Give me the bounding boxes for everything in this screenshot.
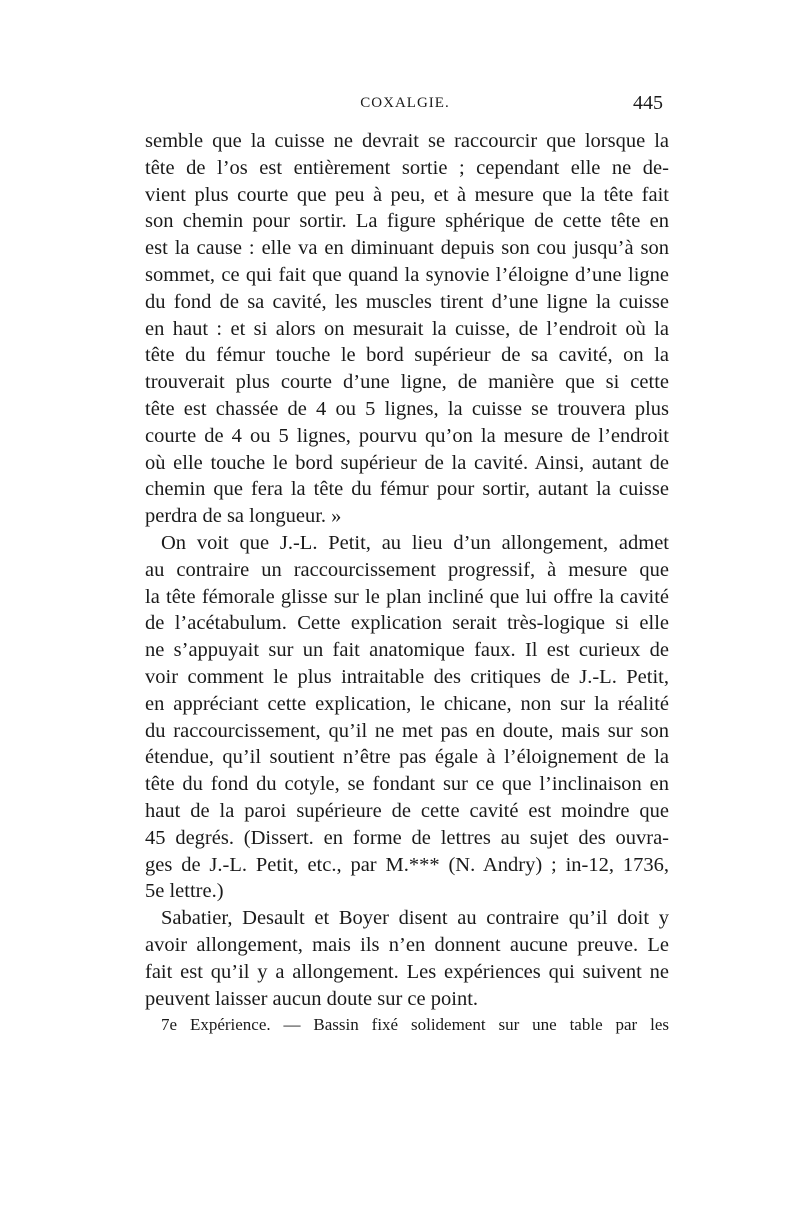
text-line: tête est chassée de 4 ou 5 lignes, la cuisse se trouvera plus [145, 397, 669, 420]
text-line: haut de la paroi supérieure de cette cavité est moindre que [145, 799, 669, 822]
text-line: du fond de sa cavité, les muscles tirent d’une ligne la cuisse [145, 290, 669, 313]
text-line: 5e lettre.) [145, 880, 224, 903]
text-line: ne s’appuyait sur un fait anatomique faux. Il est curieux de [145, 639, 669, 662]
text-line: semble que la cuisse ne devrait se raccourcir que lorsque la [145, 130, 669, 152]
text-line: 7e Expérience. — Bassin fixé solidement sur une table par les [161, 1015, 669, 1035]
text-line: avoir allongement, mais ils n’en donnent aucune preuve. Le [145, 933, 669, 956]
text-line: en appréciant cette explication, le chicane, non sur la réalité [145, 692, 669, 715]
text-line: Sabatier, Desault et Boyer disent au contraire qu’il doit y [161, 907, 669, 930]
text-line: de l’acétabulum. Cette explication serait très-logique si elle [145, 612, 669, 635]
text-line: fait est qu’il y a allongement. Les expériences qui suivent ne [145, 960, 669, 983]
text-line: ges de J.-L. Petit, etc., par M.*** (N. Andry) ; in-12, 1736, [145, 853, 669, 876]
text-line: tête du fémur touche le bord supérieur de sa cavité, on la [145, 344, 669, 367]
text-line: trouverait plus courte d’une ligne, de manière que si cette [145, 371, 669, 394]
page-number: 445 [633, 92, 663, 114]
text-line: sommet, ce qui fait que quand la synovie l’éloigne d’une ligne [145, 263, 669, 286]
running-title: COXALGIE. [360, 95, 450, 111]
text-line: On voit que J.-L. Petit, au lieu d’un allongement, admet [161, 531, 669, 554]
page-header [145, 92, 665, 121]
text-line: perdra de sa longueur. » [145, 505, 342, 528]
text-line: la tête fémorale glisse sur le plan incliné que lui offre la cavité [145, 585, 669, 608]
text-line: chemin que fera la tête du fémur pour sortir, autant la cuisse [145, 478, 669, 501]
text-line: tête de l’os est entièrement sortie ; cependant elle ne de- [145, 156, 669, 179]
text-line: du raccourcissement, qu’il ne met pas en doute, mais sur son [145, 719, 669, 742]
text-line: 45 degrés. (Dissert. en forme de lettres au sujet des ouvra- [145, 826, 669, 849]
text-line: vient plus courte que peu à peu, et à mesure que la tête fait [145, 183, 669, 206]
text-line: est la cause : elle va en diminuant depuis son cou jusqu’à son [145, 237, 669, 260]
text-line: où elle touche le bord supérieur de la cavité. Ainsi, autant de [145, 451, 669, 474]
text-line: tête du fond du cotyle, se fondant sur ce que l’inclinaison en [145, 773, 669, 796]
text-line: en haut : et si alors on mesurait la cuisse, de l’endroit où la [145, 317, 669, 340]
text-line: son chemin pour sortir. La figure sphérique de cette tête en [145, 210, 669, 233]
text-line: peuvent laisser aucun doute sur ce point. [145, 987, 479, 1010]
text-line: voir comment le plus intraitable des critiques de J.-L. Petit, [145, 665, 669, 688]
text-line: courte de 4 ou 5 lignes, pourvu qu’on la mesure de l’endroit [145, 424, 669, 447]
text-line: étendue, qu’il soutient n’être pas égale à l’éloignement de la [145, 746, 669, 769]
body-text [145, 128, 669, 1039]
text-line: au contraire un raccourcissement progressif, à mesure que [145, 558, 669, 581]
